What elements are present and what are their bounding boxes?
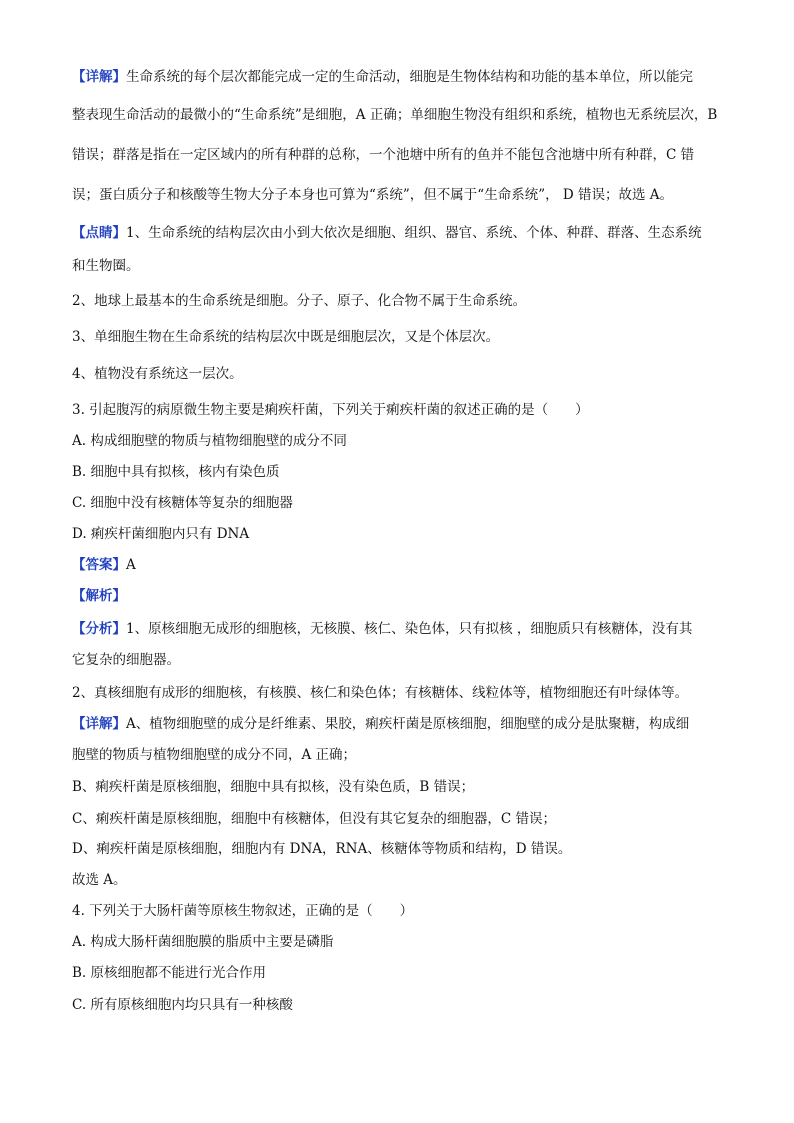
paragraph-line xyxy=(72,715,732,733)
paragraph-line xyxy=(72,292,732,310)
paragraph-line xyxy=(72,778,732,796)
line-text: 1、生命系统的结构层次由小到大依次是细胞、组织、器官、系统、个体、种群、群落、生态系统 xyxy=(126,225,702,241)
line-text: 它复杂的细胞器。 xyxy=(72,652,180,668)
line-text: 1、原核细胞无成形的细胞核，无核膜、核仁、染色体，只有拟核 ，细胞质只有核糖体，没有其 xyxy=(126,621,693,637)
question-3-stem xyxy=(72,401,732,419)
paragraph-line xyxy=(72,106,732,124)
line-text: 故选 A。 xyxy=(72,872,127,888)
line-text: 误；蛋白质分子和核酸等生物大分子本身也可算为“系统”，但不属于“生命系统”， D 错误；故选 A。 xyxy=(72,187,674,203)
section-label: 【解析】 xyxy=(72,588,126,604)
answer-line xyxy=(72,556,732,574)
line-text: D. 痢疾杆菌细胞内只有 DNA xyxy=(72,526,250,542)
paragraph-line xyxy=(72,651,732,669)
paragraph-line xyxy=(72,257,732,275)
line-text: 4. 下列关于大肠杆菌等原核生物叙述，正确的是（ ） xyxy=(72,903,414,919)
line-text: 2、地球上最基本的生命系统是细胞。分子、原子、化合物不属于生命系统。 xyxy=(72,293,527,309)
option-b xyxy=(72,463,732,481)
paragraph-line xyxy=(72,810,732,828)
paragraph-line xyxy=(72,146,732,164)
section-label: 【答案】 xyxy=(72,557,126,573)
line-text: 2、真核细胞有成形的细胞核，有核膜、核仁和染色体；有核糖体、线粒体等，植物细胞还有叶绿体等。 xyxy=(72,685,689,701)
line-text: 生命系统的每个层次都能完成一定的生命活动，细胞是生物体结构和功能的基本单位，所以能完 xyxy=(126,69,693,85)
line-text: B. 细胞中具有拟核，核内有染色质 xyxy=(72,464,280,480)
paragraph-line xyxy=(72,684,732,702)
paragraph-line xyxy=(72,840,732,858)
question-4-stem xyxy=(72,902,732,920)
line-text: A. 构成细胞壁的物质与植物细胞壁的成分不同 xyxy=(72,433,347,449)
line-text: C. 细胞中没有核糖体等复杂的细胞器 xyxy=(72,495,293,511)
paragraph-line xyxy=(72,186,732,204)
line-text: 4、植物没有系统这一层次。 xyxy=(72,366,243,382)
analysis-heading xyxy=(72,587,732,605)
paragraph-line xyxy=(72,328,732,346)
line-text: B、痢疾杆菌是原核细胞，细胞中具有拟核，没有染色质，B 错误； xyxy=(72,779,475,795)
paragraph-line xyxy=(72,871,732,889)
line-text: 整表现生命活动的最微小的“生命系统”是细胞，A 正确；单细胞生物没有组织和系统，植物也无系统层次，B xyxy=(72,107,718,123)
section-label: 【分析】 xyxy=(72,621,126,637)
line-text: B. 原核细胞都不能进行光合作用 xyxy=(72,965,267,981)
line-text: A. 构成大肠杆菌细胞膜的脂质中主要是磷脂 xyxy=(72,934,334,950)
line-text: A、植物细胞壁的成分是纤维素、果胶，痢疾杆菌是原核细胞，细胞壁的成分是肽聚糖，构成细 xyxy=(126,716,690,732)
line-text: 3. 引起腹泻的病原微生物主要是痢疾杆菌，下列关于痢疾杆菌的叙述正确的是（ ） xyxy=(72,402,589,418)
option-c xyxy=(72,996,732,1014)
section-label: 【详解】 xyxy=(72,716,126,732)
option-b xyxy=(72,964,732,982)
paragraph-line xyxy=(72,224,732,242)
line-text: 胞壁的物质与植物细胞壁的成分不同，A 正确； xyxy=(72,747,357,763)
line-text: 3、单细胞生物在生命系统的结构层次中既是细胞层次，又是个体层次。 xyxy=(72,329,500,345)
paragraph-line xyxy=(72,620,732,638)
option-a xyxy=(72,933,732,951)
option-c xyxy=(72,494,732,512)
paragraph-line xyxy=(72,68,732,86)
paragraph-line xyxy=(72,365,732,383)
section-label: 【详解】 xyxy=(72,69,126,85)
paragraph-line xyxy=(72,746,732,764)
answer-value: A xyxy=(126,557,136,573)
option-a xyxy=(72,432,732,450)
line-text: C. 所有原核细胞内均只具有一种核酸 xyxy=(72,997,293,1013)
line-text: 和生物圈。 xyxy=(72,258,140,274)
section-label: 【点睛】 xyxy=(72,225,126,241)
line-text: D、痢疾杆菌是原核细胞，细胞内有 DNA，RNA、核糖体等物质和结构，D 错误。 xyxy=(72,841,572,857)
line-text: C、痢疾杆菌是原核细胞，细胞中有核糖体，但没有其它复杂的细胞器，C 错误； xyxy=(72,811,556,827)
option-d xyxy=(72,525,732,543)
line-text: 错误；群落是指在一定区域内的所有种群的总称，一个池塘中所有的鱼并不能包含池塘中所有种群，C 错 xyxy=(72,147,695,163)
